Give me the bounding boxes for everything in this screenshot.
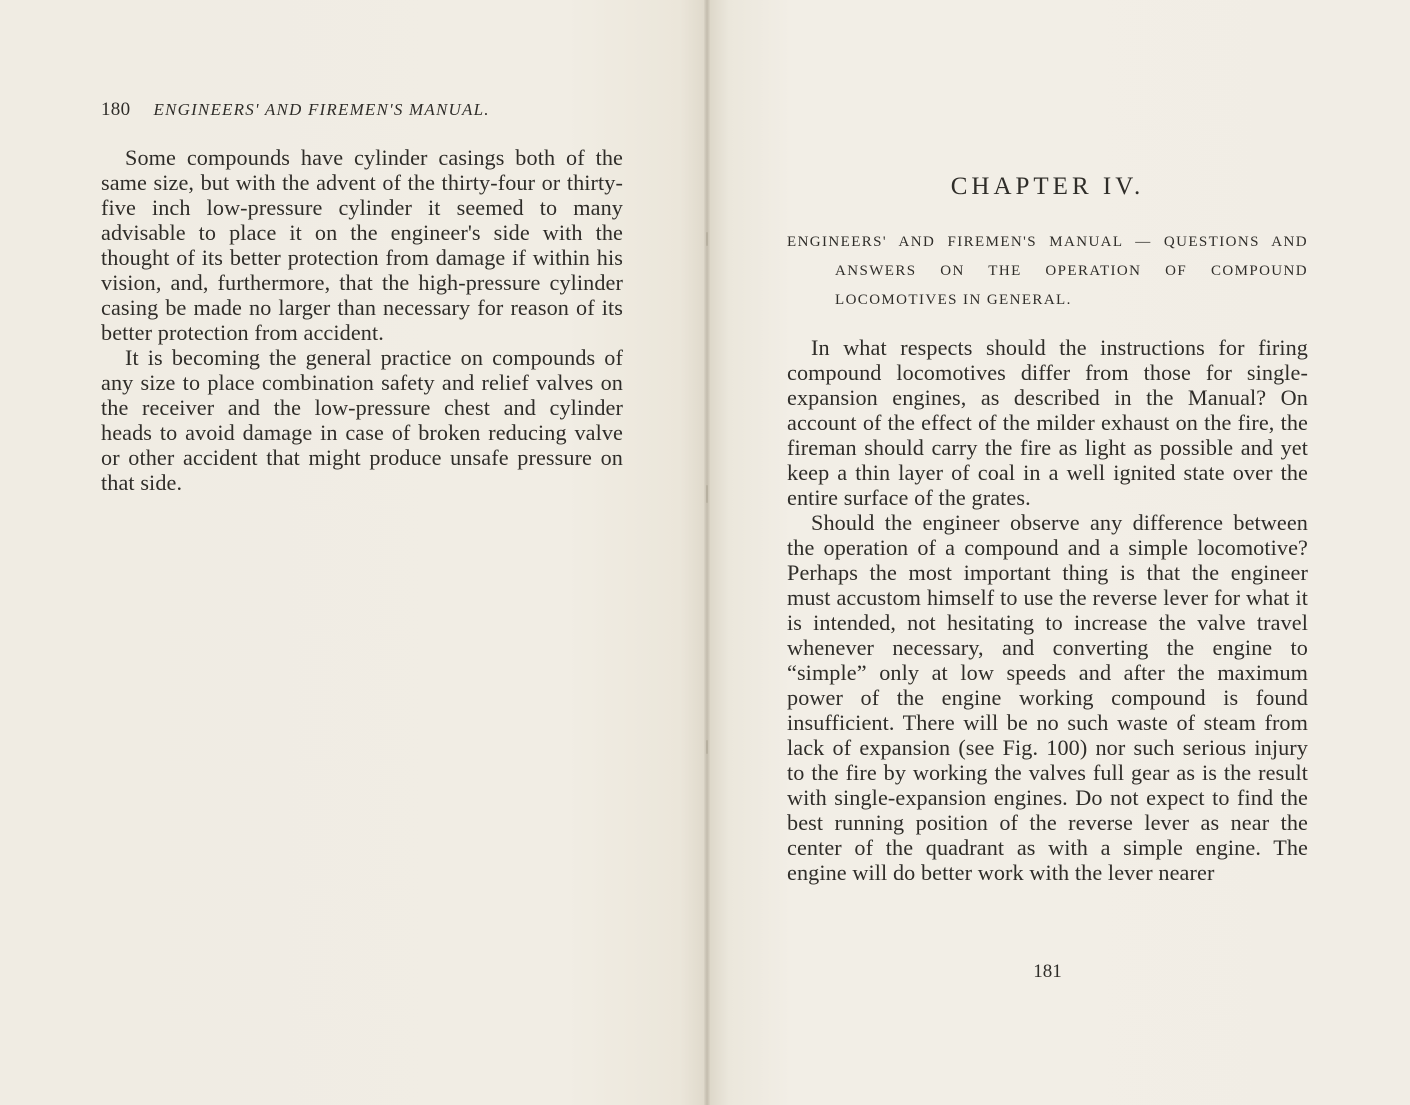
- book-gutter: [704, 0, 710, 1105]
- binding-thread: [706, 740, 708, 754]
- running-head: [101, 99, 490, 121]
- right-body-text: [787, 335, 1308, 885]
- page-number-left: 180: [101, 99, 131, 120]
- page-number-right: 181: [1033, 961, 1062, 982]
- chapter-subtitle: ENGINEERS' AND FIREMEN'S MANUAL — QUESTIONS AND ANSWERS ON THE OPERATION OF COMPOUND LOCOMOTIVES IN GENERAL.: [787, 234, 1308, 308]
- paragraph: Should the engineer observe any difference between the operation of a compound and a simple locomotive? Perhaps the most important thing is that the engineer must accustom himself to use the reverse lever for what it is intended, not hesitating to increase the valve travel whenever necessary, and converting the engine to “simple” only at low speeds and after the maximum power of the engine working compound is found insufficient. There will be no such waste of steam from lack of expansion (see Fig. 100) nor such serious injury to the fire by working the valves full gear as is the result with single-expansion engines. Do not expect to find the best running position of the reverse lever as near the center of the quadrant as with a simple engine. The engine will do better work with the lever nearer: [787, 510, 1308, 885]
- binding-thread: [706, 485, 708, 503]
- left-body-text: [101, 145, 623, 495]
- paragraph: In what respects should the instructions for firing compound locomotives differ from those for single-expansion engines, as described in the Manual? On account of the effect of the milder exhaust on the fire, the fireman should carry the fire as light as possible and yet keep a thin layer of coal in a well ignited state over the entire surface of the grates.: [787, 335, 1308, 510]
- running-head-title: ENGINEERS' AND FIREMEN'S MANUAL.: [153, 100, 490, 119]
- binding-thread: [706, 232, 708, 246]
- paragraph: Some compounds have cylinder casings both of the same size, but with the advent of the thirty-four or thirty-five inch low-pressure cylinder it seemed to many advisable to place it on the engineer's side with the thought of its better protection from damage if within his vision, and, furthermore, that the high-pressure cylinder casing be made no larger than necessary for reason of its better protection from accident.: [101, 145, 623, 345]
- paragraph: It is becoming the general practice on compounds of any size to place combination safety and relief valves on the receiver and the low-pressure chest and cylinder heads to avoid damage in case of broken reducing valve or other accident that might produce unsafe pressure on that side.: [101, 345, 623, 495]
- chapter-title: CHAPTER IV.: [950, 173, 1145, 200]
